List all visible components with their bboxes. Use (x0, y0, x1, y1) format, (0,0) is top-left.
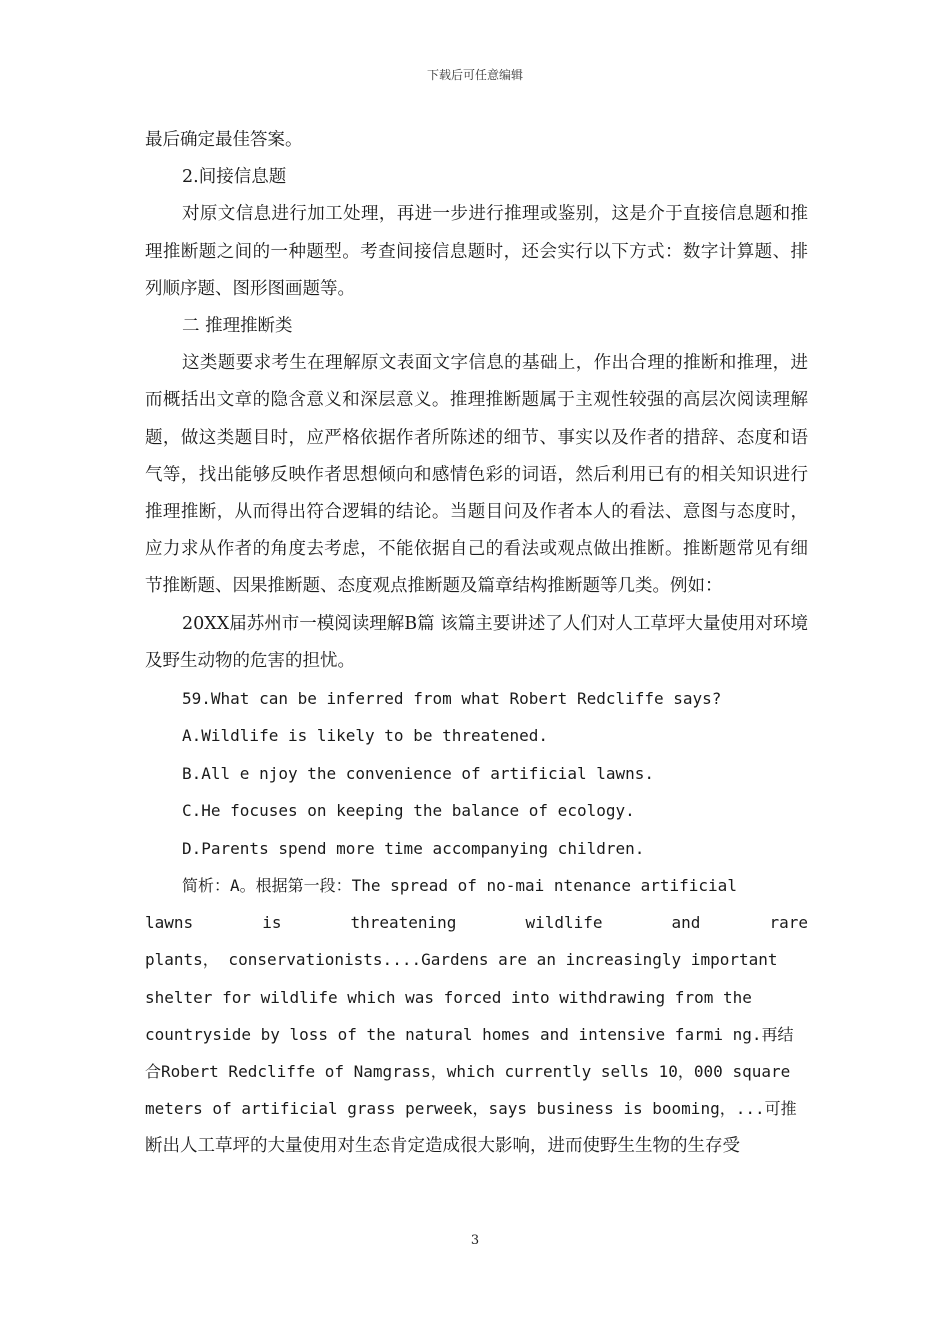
paragraph: 这类题要求考生在理解原文表面文字信息的基础上，作出合理的推断和推理，进而概括出文章的隐含意义和深层意义。推理推断题属于主观性较强的高层次阅读理解题，做这类题目时，应严格依据作者所陈述的细节、事实以及作者的措辞、态度和语气等，找出能够反映作者思想倾向和感情色彩的词语，然后利用已有的相关知识进行推理推断，从而得出符合逻辑的结论。当题目问及作者本人的看法、意图与态度时，应力求从作者的角度去考虑，不能依据自己的看法或观点做出推断。推断题常见有细节推断题、因果推断题、态度观点推断题及篇章结构推断题等几类。例如： (145, 353, 808, 597)
analysis-line: 简析：A。根据第一段：The spread of no-mai ntenance artificial (182, 876, 737, 896)
document-body (145, 122, 808, 1165)
option-c: C.He focuses on keeping the balance of ecology. (182, 801, 635, 821)
question-stem: 59.What can be inferred from what Robert Redcliffe says? (182, 689, 722, 709)
paragraph: 最后确定最佳答案。 (145, 130, 303, 150)
analysis-word: threatening (350, 913, 457, 933)
analysis-line: 断出人工草坪的大量使用对生态肯定造成很大影响，进而使野生生物的生存受 (145, 1135, 740, 1156)
analysis-line: meters of artificial grass perweek，says business is booming，...可推 (145, 1099, 797, 1119)
analysis-line: countryside by loss of the natural homes and intensive farmi ng.再结 (145, 1024, 794, 1044)
option-b: B.All e njoy the convenience of artificial lawns. (182, 763, 655, 783)
option-a: A.Wildlife is likely to be threatened. (182, 726, 549, 746)
section-heading: 二 推理推断类 (182, 316, 293, 337)
page-header: 下载后可任意编辑 (426, 68, 523, 82)
section-heading: 2.间接信息题 (182, 167, 287, 188)
analysis-line-spread (145, 904, 808, 941)
analysis-word: wildlife (525, 913, 603, 933)
option-d: D.Parents spend more time accompanying children. (182, 838, 645, 858)
paragraph: 对原文信息进行加工处理，再进一步进行推理或鉴别，这是介于直接信息题和推理推断题之间的一种题型。考查间接信息题时，还会实行以下方式：数字计算题、排列顺序题、图形图画题等。 (145, 204, 808, 299)
analysis-word: and (671, 913, 701, 933)
paragraph: 20XX届苏州市一模阅读理解B篇 该篇主要讲述了人们对人工草坪大量使用对环境及野生动物的危害的担忧。 (145, 613, 808, 671)
analysis-word: lawns (145, 913, 194, 933)
analysis-line: shelter for wildlife which was forced into withdrawing from the (145, 987, 752, 1007)
analysis-line: plants， conservationists....Gardens are an increasingly important (145, 950, 778, 970)
analysis-word: is (262, 913, 282, 933)
page-number: 3 (470, 1233, 480, 1248)
analysis-word: rare (769, 913, 808, 933)
analysis-line: 合Robert Redcliffe of Namgrass，which currently sells 10，000 square (145, 1062, 791, 1082)
